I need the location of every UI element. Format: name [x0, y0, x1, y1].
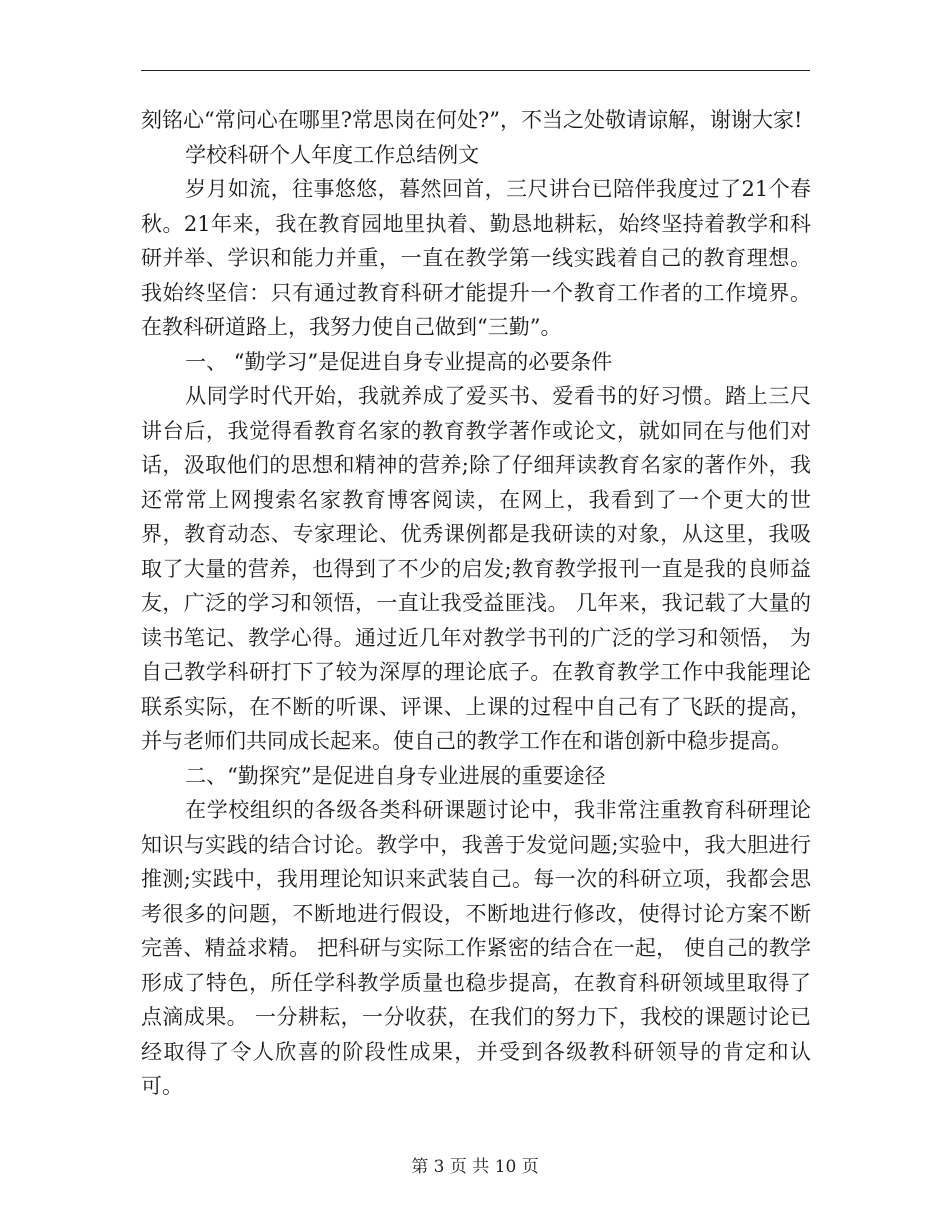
section-heading: 二、“勤探究”是促进自身专业进展的重要途径 [185, 763, 606, 788]
paragraph: 岁月如流，往事悠悠，暮然回首，三尺讲台已陪伴我度过了21个春秋。21年来，我在教育园地里执着、勤恳地耕耘，始终坚持着教学和科研并举、学识和能力并重，一直在教学第一线实践着自己的教育理想。 我始终坚信：只有通过教育科研才能提升一个教育工作者的工作境界。在教科研道路上，我努力使自己做到“三勤”。 [141, 177, 811, 339]
section-heading: 一、 “勤学习”是促进自身专业提高的必要条件 [185, 349, 613, 374]
paragraph: 在学校组织的各级各类科研课题讨论中，我非常注重教育科研理论知识与实践的结合讨论。教学中，我善于发觉问题;实验中，我大胆进行推测;实践中，我用理论知识来武装自己。每一次的科研立项，我都会思考很多的问题，不断地进行假设，不断地进行修改，使得讨论方案不断完善、精益求精。 把科研与实际工作紧密的结合在一起， 使自己的教学形成了特色，所任学科教学质量也稳步提高，在教育科研领域里取得了点滴成果。 一分耕耘，一分收获，在我们的努力下，我校的课题讨论已经取得了令人欣喜的阶段性成果，并受到各级教科研领导的肯定和认可。 [141, 798, 811, 1098]
paragraph: 刻铭心“常问心在哪里?常思岗在何处?”，不当之处敬请谅解，谢谢大家! [141, 108, 803, 132]
page-number: 第 3 页 共 10 页 [411, 1157, 539, 1177]
document-body [141, 103, 811, 1104]
header-rule [141, 70, 810, 71]
paragraph: 从同学时代开始，我就养成了爱买书、爱看书的好习惯。踏上三尺讲台后，我觉得看教育名家的教育教学著作或论文，就如同在与他们对话，汲取他们的思想和精神的营养;除了仔细拜读教育名家的著作外，我还常常上网搜索名家教育博客阅读，在网上，我看到了一个更大的世界，教育动态、专家理论、优秀课例都是我研读的对象，从这里，我吸取了大量的营养，也得到了不少的启发;教育教学报刊一直是我的良师益友，广泛的学习和领悟，一直让我受益匪浅。 几年来，我记载了大量的读书笔记、教学心得。通过近几年对教学书刊的广泛的学习和领悟， 为自己教学科研打下了较为深厚的理论底子。在教育教学工作中我能理论联系实际，在不断的听课、评课、上课的过程中自己有了飞跃的提高，并与老师们共同成长起来。使自己的教学工作在和谐创新中稳步提高。 [141, 384, 811, 753]
section-title: 学校科研个人年度工作总结例文 [185, 142, 480, 167]
